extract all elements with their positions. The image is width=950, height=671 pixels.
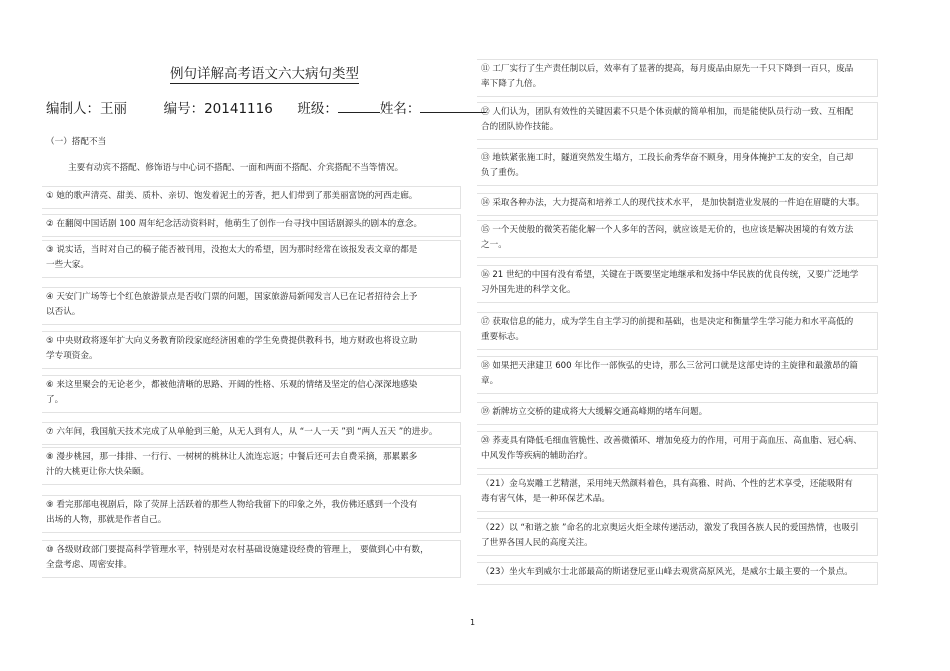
sentence-item [481, 268, 858, 298]
sentence-item [46, 243, 417, 273]
sentence-line: 负了重伤。 [481, 168, 524, 178]
sentence-line: 汁的大桃更让你大快朵颐。 [46, 467, 150, 477]
code-value: 20141116 [204, 101, 273, 117]
sentence-item [481, 315, 853, 345]
sentence-line: 毒有害气体，是一种环保艺术品。 [481, 494, 610, 504]
sentence-line: ⑳ 荞麦具有降低毛细血管脆性、改善微循环、增加免疫力的作用，可用于高血压、高血脂、冠心病、 [481, 436, 862, 446]
sentence-line: 之一。 [481, 240, 507, 250]
sentence-line: 合的团队协作技能。 [481, 122, 559, 132]
class-blank [338, 112, 380, 113]
sentence-line: ⑪ 工厂实行了生产责任制以后，效率有了显著的提高，每月废品由原先一千只下降到一百只，废品 [481, 64, 854, 74]
sentence-line: ④ 天安门广场等七个红色旅游景点是否收门票的问题，国家旅游局新闻发言人已在记者招待会上予 [46, 292, 418, 302]
sentence-line: ⑲ 新牌坊立交桥的建成将大大缓解交通高峰期的堵车问题。 [481, 407, 708, 417]
sentence-line: 了世界各国人民的高度关注。 [481, 538, 593, 548]
intro-text: 主要有动宾不搭配、修饰语与中心词不搭配、一面和两面不搭配、介宾搭配不当等情况。 [68, 163, 404, 173]
name-label: 姓名： [379, 101, 421, 117]
sentence-line: 了。 [46, 395, 64, 405]
sentence-item [46, 378, 417, 408]
sentence-line: 出场的人物，那就是作者自己。 [46, 515, 167, 525]
sentence-line: 以否认。 [46, 307, 81, 317]
code-label: 编号： [163, 101, 205, 117]
page-number: 1 [470, 618, 476, 627]
sentence-line: 章。 [481, 376, 499, 386]
sentence-item [46, 334, 417, 364]
sentence-item [46, 543, 429, 573]
sentence-item [481, 565, 853, 580]
sentence-line: 重要标志。 [481, 332, 524, 342]
sentence-line: ⑩ 各级财政部门要提高科学管理水平，特别是对农村基础设施建设经费的管理上， 要做到心中有数， [46, 545, 429, 555]
sentence-item [46, 217, 422, 232]
sentence-line: 学专项资金。 [46, 351, 98, 361]
sentence-line: ⑭ 采取各种办法，大力提高和培养工人的现代技术水平， 是加快制造业发展的一件迫在眉睫的大事。 [481, 198, 865, 208]
sentence-item [481, 223, 853, 253]
sentence-item [481, 477, 853, 507]
sentence-line: ⑰ 获取信息的能力，成为学生自主学习的前提和基础，也是决定和衡量学生学习能力和水平高低的 [481, 317, 854, 327]
sentence-item [481, 359, 858, 389]
sentence-line: ③ 说实话，当时对自己的稿子能否被刊用，没抱太大的希望，因为那时经常在该报发表文章的都是 [46, 245, 418, 255]
sentence-line: ② 在翻阅中国话剧 100 周年纪念活动资料时，他萌生了创作一台寻找中国话剧源头的剧本的意念。 [46, 219, 423, 229]
sentence-item [481, 62, 853, 92]
sentence-item [481, 405, 707, 420]
sentence-line: 全盘考虑、周密安排。 [46, 560, 132, 570]
sentence-line: ⑦ 六年间，我国航天技术完成了从单舱到三舱，从无人到有人，从 “一人一天 ”到 “两人五天 ”的进步。 [46, 427, 438, 437]
sentence-item [481, 196, 865, 211]
sentence-item [481, 521, 859, 551]
sentence-item [46, 450, 417, 480]
sentence-item [46, 425, 438, 440]
sentence-line: （21）金乌炭雕工艺精湛，采用纯天然颜料着色，具有高雅、时尚、个性的艺术享受，还能吸附有 [481, 479, 853, 489]
sentence-line: ⑥ 来这里聚会的无论老少，都被他清晰的思路、开阔的性格、乐观的情绪及坚定的信心深深地感染 [46, 380, 418, 390]
sentence-item [46, 498, 417, 528]
sentence-line: （22）以 “和谐之旅 ”命名的北京奥运火炬全球传递活动，激发了我国各族人民的爱国热情，也吸引 [481, 523, 859, 533]
sentence-line: 中风发作等疾病的辅助治疗。 [481, 451, 593, 461]
sentence-line: ⑬ 地铁紧张施工时，隧道突然发生塌方，工段长俞秀华奋不顾身，用身体掩护工友的安全，自己却 [481, 153, 854, 163]
sentence-line: ⑮ 一个天使般的微笑若能化解一个人多年的苦闷，就应该是无价的，也应该是解决困境的有效方法 [481, 225, 854, 235]
section-heading: （一）搭配不当 [46, 137, 107, 147]
sentence-line: 习外国先进的科学文化。 [481, 285, 576, 295]
sentence-line: ⑤ 中央财政将逐年扩大向义务教育阶段家庭经济困难的学生免费提供教科书，地方财政也将设立助 [46, 336, 418, 346]
header-info-line [46, 97, 486, 117]
class-label: 班级： [297, 101, 338, 117]
sentence-line: ⑨ 看完那部电视剧后，除了荧屏上活跃着的那些人物给我留下的印象之外，我仿佛还感到一个没有 [46, 500, 418, 510]
sentence-item [46, 189, 417, 204]
sentence-line: 率下降了九倍。 [481, 79, 542, 89]
sentence-item [481, 105, 853, 135]
sentence-line: ① 她的歌声清亮、甜美、质朴、亲切、饱发着泥土的芳香，把人们带到了那美丽富饶的河西走廊。 [46, 191, 418, 201]
sentence-line: ⑱ 如果把天津建卫 600 年比作一部恢弘的史诗，那么三岔河口就是这部史诗的主旋律和最激昂的篇 [481, 361, 858, 371]
sentence-line: （23）坐火车到威尔士北部最高的斯诺登尼亚山峰去观赏高原风光，是威尔士最主要的一个景点。 [481, 567, 853, 577]
sentence-line: ⑫ 人们认为，团队有效性的关键因素不只是个体贡献的简单相加，而是能使队员行动一致、互相配 [481, 107, 854, 117]
name-blank [420, 112, 486, 113]
document-title: 例句详解高考语文六大病句类型 [170, 62, 359, 84]
sentence-line: ⑯ 21 世纪的中国有没有希望，关键在于既要坚定地继承和发扬中华民族的优良传统，又要广泛地学 [481, 270, 859, 280]
sentence-item [481, 434, 862, 464]
sentence-line: ⑧ 漫步桃园，那一排排、一行行、一树树的桃林让人流连忘返；中餐后还可去自费采摘，那累累多 [46, 452, 418, 462]
sentence-line: 一些大家。 [46, 260, 89, 270]
sentence-item [481, 151, 853, 181]
editor-name: 王丽 [100, 101, 127, 117]
sentence-item [46, 290, 417, 320]
editor-label: 编制人： [46, 101, 100, 117]
